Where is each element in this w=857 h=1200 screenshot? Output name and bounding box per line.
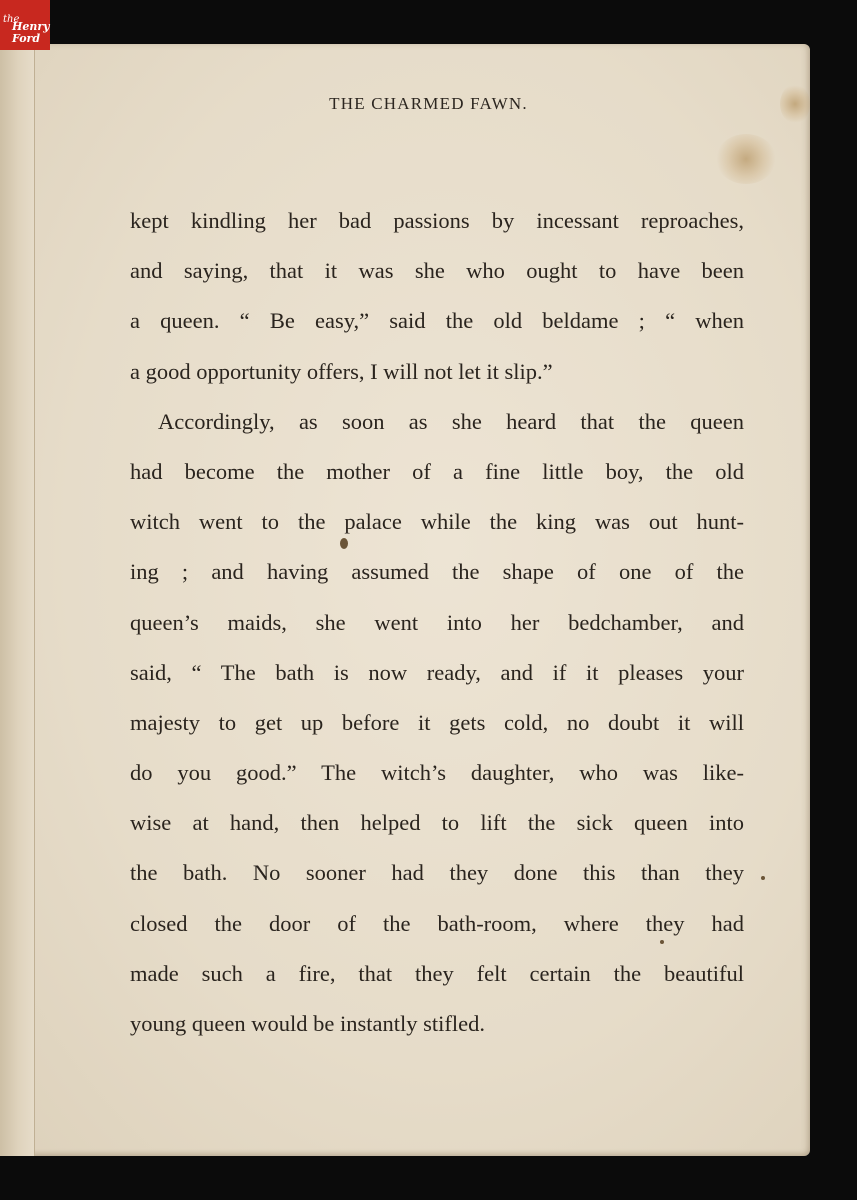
text-line: ing ; and having assumed the shape of one of the bbox=[130, 559, 744, 585]
text-line: kept kindling her bad passions by incessant reproaches, bbox=[130, 208, 744, 233]
text-line: and saying, that it was she who ought to have been bbox=[130, 258, 744, 284]
logo-word-henry: Henry bbox=[12, 20, 50, 33]
text-line: a queen. “ Be easy,” said the old beldame ; “ when bbox=[130, 308, 744, 334]
text-line: a good opportunity offers, I will not let it slip.” bbox=[130, 358, 553, 384]
text-line: had become the mother of a fine little boy, the old bbox=[130, 458, 744, 484]
henry-ford-logo bbox=[0, 0, 50, 50]
logo-word-the: the bbox=[3, 14, 20, 25]
body-text bbox=[130, 196, 744, 1049]
text-line: young queen would be instantly stifled. bbox=[130, 1011, 485, 1036]
text-line: do you good.” The witch’s daughter, who was like- bbox=[130, 760, 744, 786]
text-line: made such a fire, that they felt certain the beautiful bbox=[130, 960, 744, 986]
ink-speck bbox=[761, 876, 765, 880]
page-gutter bbox=[0, 44, 35, 1156]
text-line: wise at hand, then helped to lift the sick queen into bbox=[130, 810, 744, 836]
running-head: THE CHARMED FAWN. bbox=[329, 94, 528, 113]
logo-word-ford: Ford bbox=[12, 32, 41, 45]
text-line: said, “ The bath is now ready, and if it pleases your bbox=[130, 659, 744, 685]
text-line: queen’s maids, she went into her bedchamber, and bbox=[130, 609, 744, 635]
text-line: Accordingly, as soon as she heard that the queen bbox=[158, 408, 744, 434]
text-line: closed the door of the bath-room, where they had bbox=[130, 910, 744, 936]
text-line: witch went to the palace while the king was out hunt- bbox=[130, 509, 744, 535]
text-line: majesty to get up before it gets cold, no doubt it will bbox=[130, 709, 744, 735]
foxing-stain bbox=[716, 134, 776, 184]
text-line: the bath. No sooner had they done this than they bbox=[130, 860, 744, 886]
